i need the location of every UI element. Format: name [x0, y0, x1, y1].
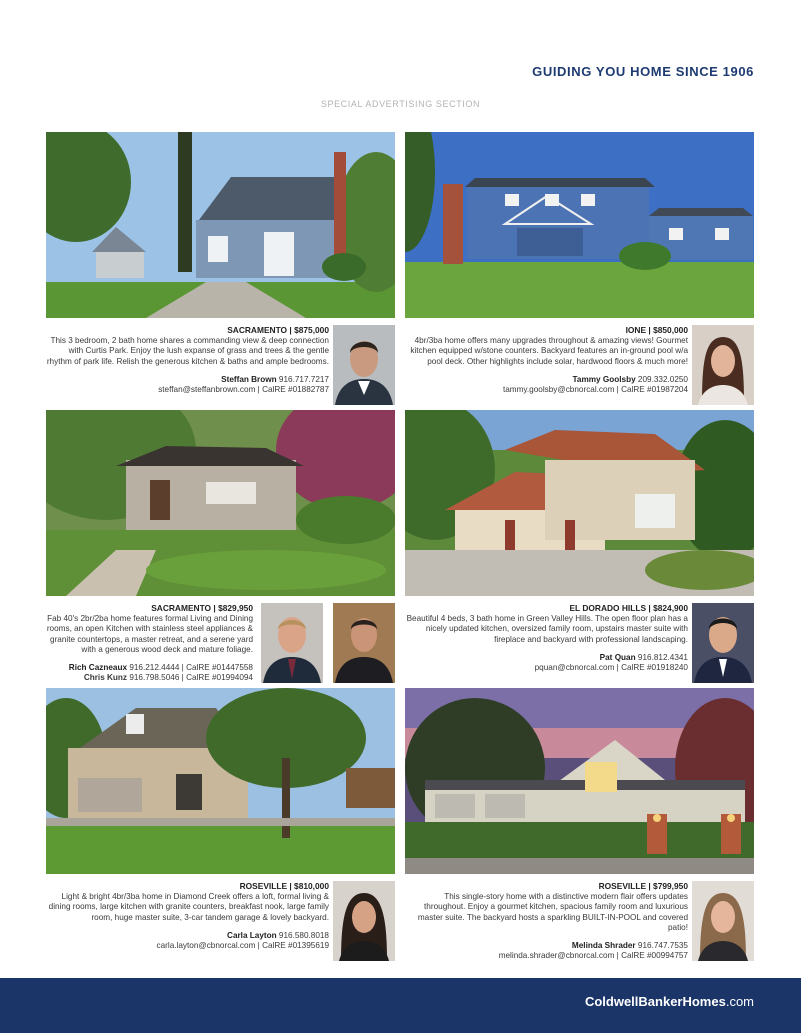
agent-name: Pat Quan: [599, 652, 636, 662]
agent-headshot: [333, 603, 395, 683]
agent-contact: 916.798.5046 | CalRE #01994094: [129, 673, 253, 683]
house-photo: [46, 688, 395, 874]
house-photo: [46, 132, 395, 318]
house-photo: [405, 688, 754, 874]
agent-headshot: [333, 325, 395, 405]
listing-description: This 3 bedroom, 2 bath home shares a commanding view & deep connection with Curtis Park. Enjoy the lush expanse of grass and trees & the gentle rhythm of park life. Relish the generous kitchen & baths and ample bedrooms.: [46, 336, 329, 366]
listing-description: 4br/3ba home offers many upgrades throughout & amazing views! Gourmet kitchen equipped w/stone counters. Backyard features an in-ground pool w/a pool deck. Other highlights include solar, hardwood floors & much more!: [410, 336, 688, 366]
agent-phone: 916.717.7217: [278, 374, 329, 384]
agent-contact: pquan@cbnorcal.com | CalRE #01918240: [534, 663, 688, 673]
city-price: ROSEVILLE | $810,000: [239, 881, 329, 891]
house-photo: [405, 132, 754, 318]
agent-headshot: [692, 881, 754, 961]
agent-name: Steffan Brown: [221, 374, 277, 384]
agent-headshot: [692, 325, 754, 405]
city-price: IONE | $850,000: [625, 325, 688, 335]
footer-bar: [0, 978, 801, 1033]
agent-name: Carla Layton: [227, 930, 277, 940]
city-price: ROSEVILLE | $799,950: [598, 881, 688, 891]
tagline: GUIDING YOU HOME SINCE 1906: [532, 64, 754, 79]
house-photo: [46, 410, 395, 596]
listing-description: Light & bright 4br/3ba home in Diamond Creek offers a loft, formal living & dining rooms, large kitchen with granite counters, breakfast nook, large family room, huge master suite, 3-car tandem garage & lovely backyard.: [48, 892, 329, 922]
listing-description: Fab 40's 2br/2ba home features formal Living and Dining rooms, an open Kitchen with stainless steel appliances & granite countertops, a master retreat, and a serene yard with a generous wood deck and mature foliage.: [46, 614, 253, 654]
agent-phone: 916.747.7535: [637, 941, 688, 951]
agent-name: Tammy Goolsby: [572, 374, 636, 384]
agent-name: Melinda Shrader: [571, 941, 636, 951]
listing-description: Beautiful 4 beds, 3 bath home in Green Valley Hills. The open floor plan has a nicely updated kitchen, oversized family room, upstairs master suite with fireplace and backyard with professional landscaping.: [406, 614, 688, 644]
agent-contact: tammy.goolsby@cbnorcal.com | CalRE #01987204: [502, 385, 688, 395]
agent-phone: 916.580.8018: [278, 930, 329, 940]
agent-contact: steffan@steffanbrown.com | CalRE #01882787: [158, 385, 329, 395]
agent-contact: melinda.shrader@cbnorcal.com | CalRE #00994757: [498, 951, 688, 961]
agent-contact: 916.212.4444 | CalRE #01447558: [129, 663, 253, 673]
agent-contact: carla.layton@cbnorcal.com | CalRE #01395619: [156, 941, 329, 951]
city-price: EL DORADO HILLS | $824,900: [569, 603, 688, 613]
section-label: SPECIAL ADVERTISING SECTION: [320, 99, 481, 109]
agent-headshot: [692, 603, 754, 683]
agent-name: Rich Cazneaux: [68, 663, 128, 673]
city-price: SACRAMENTO | $829,950: [151, 603, 253, 613]
city-price: SACRAMENTO | $875,000: [227, 325, 329, 335]
house-photo: [405, 410, 754, 596]
agent-name: Chris Kunz: [83, 673, 128, 683]
listing-description: This single-story home with a distinctive modern flair offers updates throughout. Enjoy a gourmet kitchen, spacious family room and luxurious master suite. The backyard hosts a sparkling BUILT-IN-POOL and covered patio!: [417, 892, 688, 932]
agent-phone: 916.812.4341: [637, 652, 688, 662]
agent-headshot: [261, 603, 323, 683]
agent-phone: 209.332.0250: [637, 374, 688, 384]
brand-url[interactable]: ColdwellBankerHomes.com: [584, 994, 754, 1009]
agent-headshot: [333, 881, 395, 961]
